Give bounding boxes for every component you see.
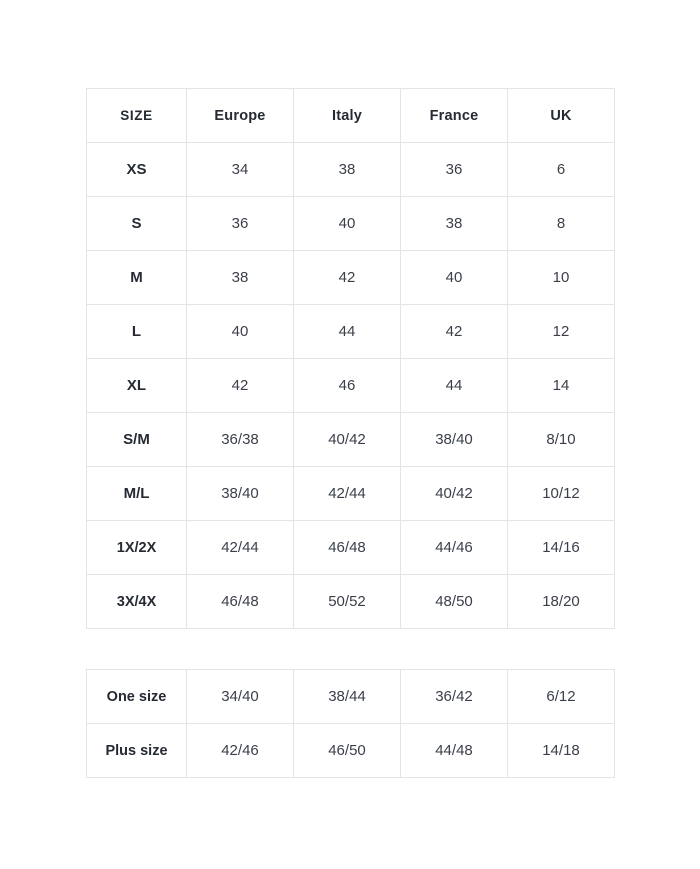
row-label-one-size: One size	[87, 670, 187, 724]
primary-size-table	[86, 88, 615, 629]
cell-m-l-europe: 38/40	[187, 467, 294, 521]
row-label-s-m: S/M	[87, 413, 187, 467]
cell-one-size-italy: 38/44	[294, 670, 401, 724]
column-header-uk: UK	[508, 89, 615, 143]
cell-plus-size-france: 44/48	[401, 724, 508, 778]
cell-xl-italy: 46	[294, 359, 401, 413]
column-header-size: SIZE	[87, 89, 187, 143]
cell-one-size-uk: 6/12	[508, 670, 615, 724]
column-header-france: France	[401, 89, 508, 143]
table-row	[87, 197, 615, 251]
cell-plus-size-europe: 42/46	[187, 724, 294, 778]
cell-plus-size-italy: 46/50	[294, 724, 401, 778]
cell-m-europe: 38	[187, 251, 294, 305]
row-label-xs: XS	[87, 143, 187, 197]
secondary-size-table	[86, 669, 615, 778]
cell-1x-2x-france: 44/46	[401, 521, 508, 575]
cell-s-m-uk: 8/10	[508, 413, 615, 467]
cell-s-m-europe: 36/38	[187, 413, 294, 467]
table-row	[87, 575, 615, 629]
primary-size-table-wrapper	[86, 88, 614, 629]
row-label-s: S	[87, 197, 187, 251]
cell-m-l-uk: 10/12	[508, 467, 615, 521]
cell-xs-uk: 6	[508, 143, 615, 197]
cell-one-size-france: 36/42	[401, 670, 508, 724]
cell-s-m-france: 38/40	[401, 413, 508, 467]
cell-m-uk: 10	[508, 251, 615, 305]
table-row	[87, 467, 615, 521]
row-label-xl: XL	[87, 359, 187, 413]
cell-one-size-europe: 34/40	[187, 670, 294, 724]
table-header-row	[87, 89, 615, 143]
table-row	[87, 251, 615, 305]
cell-1x-2x-italy: 46/48	[294, 521, 401, 575]
cell-l-uk: 12	[508, 305, 615, 359]
cell-3x-4x-france: 48/50	[401, 575, 508, 629]
primary-table-body	[87, 143, 615, 629]
cell-m-france: 40	[401, 251, 508, 305]
cell-s-m-italy: 40/42	[294, 413, 401, 467]
table-row	[87, 359, 615, 413]
cell-plus-size-uk: 14/18	[508, 724, 615, 778]
cell-l-italy: 44	[294, 305, 401, 359]
row-label-m-l: M/L	[87, 467, 187, 521]
cell-xs-italy: 38	[294, 143, 401, 197]
cell-m-l-france: 40/42	[401, 467, 508, 521]
secondary-size-table-wrapper	[86, 669, 614, 778]
cell-xs-europe: 34	[187, 143, 294, 197]
cell-s-italy: 40	[294, 197, 401, 251]
table-row	[87, 143, 615, 197]
cell-3x-4x-uk: 18/20	[508, 575, 615, 629]
cell-3x-4x-italy: 50/52	[294, 575, 401, 629]
row-label-1x-2x: 1X/2X	[87, 521, 187, 575]
cell-s-france: 38	[401, 197, 508, 251]
cell-xl-europe: 42	[187, 359, 294, 413]
cell-s-europe: 36	[187, 197, 294, 251]
table-row	[87, 670, 615, 724]
cell-l-europe: 40	[187, 305, 294, 359]
cell-l-france: 42	[401, 305, 508, 359]
column-header-europe: Europe	[187, 89, 294, 143]
cell-xl-france: 44	[401, 359, 508, 413]
cell-1x-2x-europe: 42/44	[187, 521, 294, 575]
table-row	[87, 724, 615, 778]
row-label-m: M	[87, 251, 187, 305]
row-label-plus-size: Plus size	[87, 724, 187, 778]
cell-1x-2x-uk: 14/16	[508, 521, 615, 575]
secondary-table-body	[87, 670, 615, 778]
table-row	[87, 413, 615, 467]
table-header	[87, 89, 615, 143]
table-row	[87, 305, 615, 359]
table-row	[87, 521, 615, 575]
cell-xl-uk: 14	[508, 359, 615, 413]
cell-xs-france: 36	[401, 143, 508, 197]
cell-m-l-italy: 42/44	[294, 467, 401, 521]
cell-s-uk: 8	[508, 197, 615, 251]
row-label-l: L	[87, 305, 187, 359]
cell-3x-4x-europe: 46/48	[187, 575, 294, 629]
cell-m-italy: 42	[294, 251, 401, 305]
column-header-italy: Italy	[294, 89, 401, 143]
row-label-3x-4x: 3X/4X	[87, 575, 187, 629]
